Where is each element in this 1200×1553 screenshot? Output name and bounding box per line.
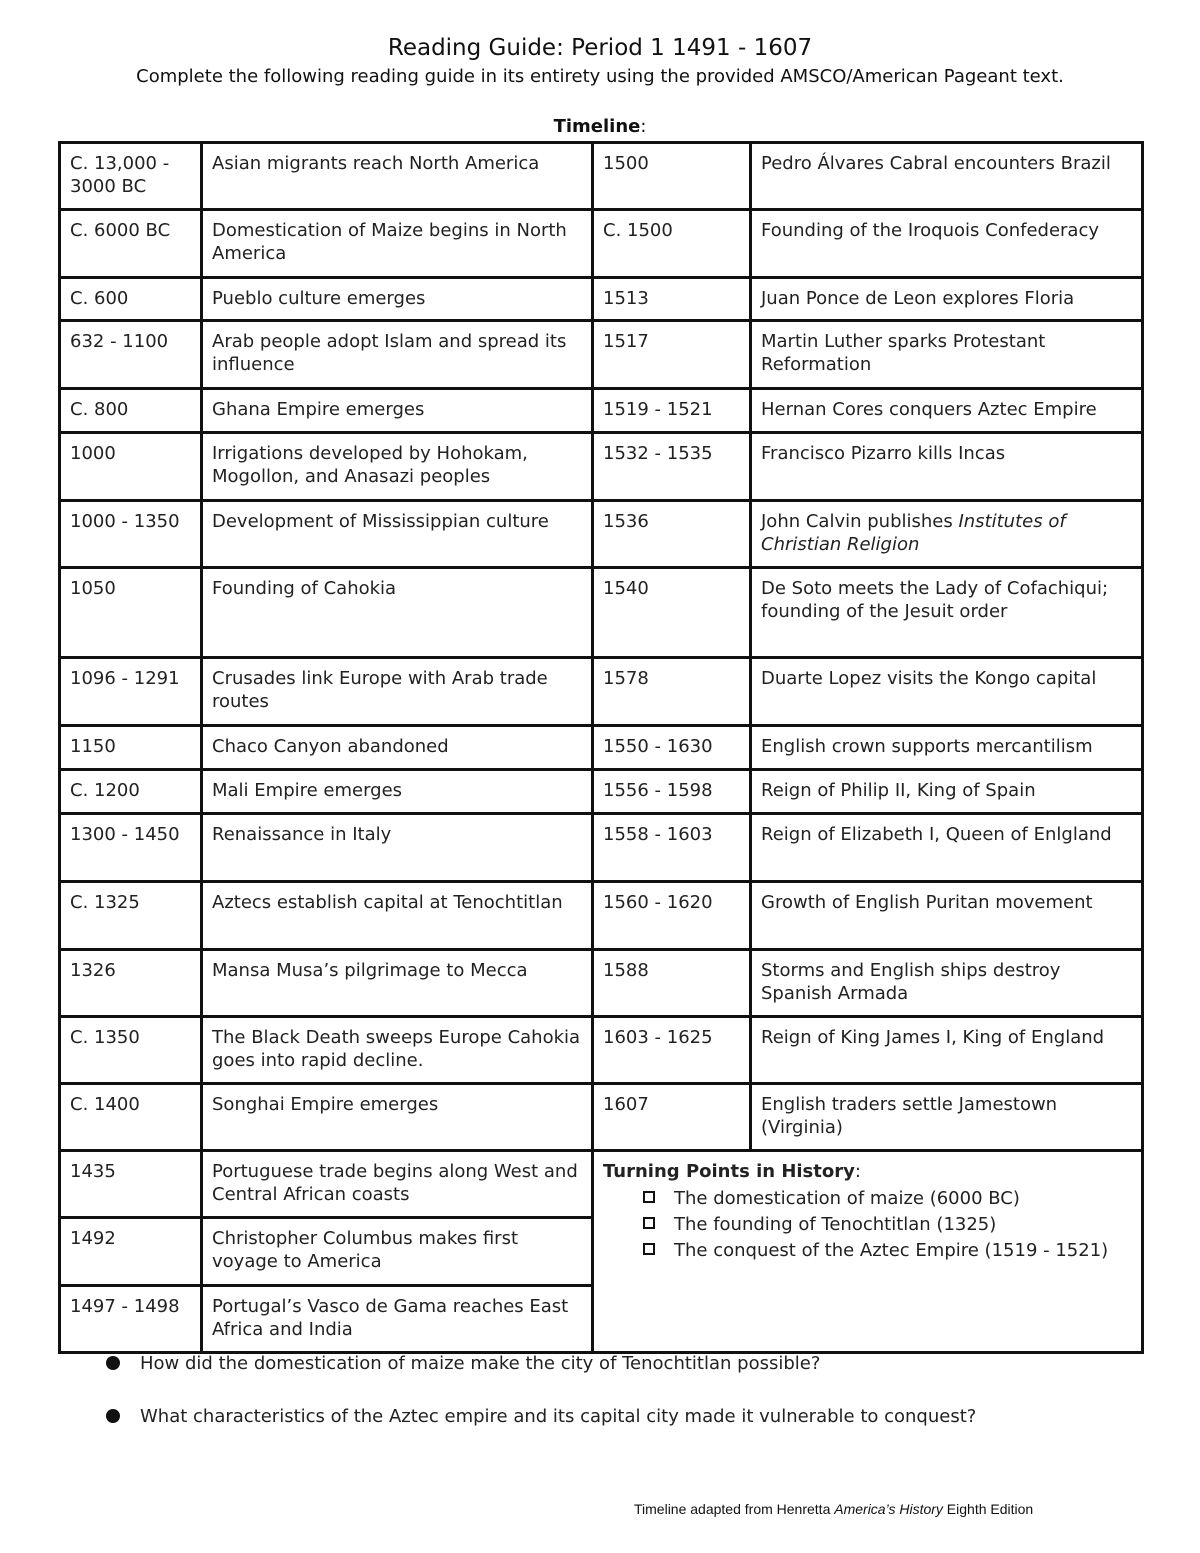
footer-edition: Eighth Edition [942, 1501, 1034, 1517]
event-date: 1492 [60, 1218, 202, 1286]
timeline-row [60, 770, 1143, 814]
question-2 [106, 1406, 976, 1427]
timeline-row [60, 950, 1143, 1017]
event-description: Juan Ponce de Leon explores Floria [751, 278, 1143, 321]
page-title: Reading Guide: Period 1 1491 - 1607 [387, 35, 813, 61]
event-date: 1578 [593, 658, 751, 726]
event-description: Songhai Empire emerges [202, 1084, 593, 1151]
event-date: C. 13,000 - 3000 BC [60, 143, 202, 210]
event-description: Martin Luther sparks Protestant Reformation [751, 321, 1143, 389]
event-description: English crown supports mercantilism [751, 726, 1143, 770]
event-description: De Soto meets the Lady of Cofachiqui; founding of the Jesuit order [751, 568, 1143, 658]
question-text: How did the domestication of maize make the city of Tenochtitlan possible? [140, 1353, 821, 1374]
event-date: 1513 [593, 278, 751, 321]
event-description: Hernan Cores conquers Aztec Empire [751, 389, 1143, 433]
question-text: What characteristics of the Aztec empire and its capital city made it vulnerable to conquest? [140, 1406, 977, 1427]
event-description: Crusades link Europe with Arab trade routes [202, 658, 593, 726]
event-description: Asian migrants reach North America [202, 143, 593, 210]
event-description: Portugal’s Vasco de Gama reaches East Africa and India [202, 1286, 593, 1353]
event-date: 1588 [593, 950, 751, 1017]
event-date: 1150 [60, 726, 202, 770]
event-description: Domestication of Maize begins in North America [202, 210, 593, 278]
timeline-row [60, 1017, 1143, 1084]
event-description: Ghana Empire emerges [202, 389, 593, 433]
event-date: 1558 - 1603 [593, 814, 751, 882]
turning-points-colon: : [854, 1161, 861, 1182]
timeline-row [60, 143, 1143, 210]
event-description: Mansa Musa’s pilgrimage to Mecca [202, 950, 593, 1017]
event-description: Renaissance in Italy [202, 814, 593, 882]
checkbox-icon [643, 1191, 655, 1203]
event-date: C. 1200 [60, 770, 202, 814]
event-description: Founding of Cahokia [202, 568, 593, 658]
book-title: Institutes of Christian Religion [761, 511, 1066, 555]
event-description: Reign of Elizabeth I, Queen of Enlgland [751, 814, 1143, 882]
event-description [751, 501, 1143, 568]
event-description: Mali Empire emerges [202, 770, 593, 814]
event-date: 1536 [593, 501, 751, 568]
instructions: Complete the following reading guide in its entirety using the provided AMSCO/American Pageant text. [136, 66, 1064, 87]
timeline-row [60, 1084, 1143, 1151]
event-date: C. 1325 [60, 882, 202, 950]
question-1 [106, 1353, 820, 1374]
checkbox-icon [643, 1217, 655, 1229]
event-description: Reign of King James I, King of England [751, 1017, 1143, 1084]
event-description: Chaco Canyon abandoned [202, 726, 593, 770]
footer-text: Timeline adapted from Henretta [634, 1501, 835, 1517]
event-date: 1096 - 1291 [60, 658, 202, 726]
event-date: 1000 [60, 433, 202, 501]
event-date: 1603 - 1625 [593, 1017, 751, 1084]
turning-points-heading [603, 1160, 1132, 1184]
turning-point-text: The conquest of the Aztec Empire (1519 - 1521) [674, 1240, 1109, 1261]
turning-point-item [603, 1238, 1132, 1264]
timeline-row [60, 278, 1143, 321]
turning-point-item [603, 1212, 1132, 1238]
event-description: Arab people adopt Islam and spread its influence [202, 321, 593, 389]
event-description: Francisco Pizarro kills Incas [751, 433, 1143, 501]
event-description: Duarte Lopez visits the Kongo capital [751, 658, 1143, 726]
turning-point-item [603, 1186, 1132, 1212]
event-date: 1326 [60, 950, 202, 1017]
event-date: 1050 [60, 568, 202, 658]
timeline-row [60, 389, 1143, 433]
event-description: Development of Mississippian culture [202, 501, 593, 568]
footer-citation [634, 1501, 1033, 1517]
event-description: The Black Death sweeps Europe Cahokia goes into rapid decline. [202, 1017, 593, 1084]
event-description: Reign of Philip II, King of Spain [751, 770, 1143, 814]
turning-points-list [603, 1186, 1132, 1264]
timeline-row [60, 814, 1143, 882]
event-date: 1607 [593, 1084, 751, 1151]
event-date: 1497 - 1498 [60, 1286, 202, 1353]
event-date: 1532 - 1535 [593, 433, 751, 501]
event-description: Pedro Álvares Cabral encounters Brazil [751, 143, 1143, 210]
timeline-label: Timeline [553, 116, 641, 137]
event-date: C. 1350 [60, 1017, 202, 1084]
event-date: 1300 - 1450 [60, 814, 202, 882]
turning-points-box [593, 1151, 1143, 1353]
event-description: Storms and English ships destroy Spanish Armada [751, 950, 1143, 1017]
timeline-row [60, 501, 1143, 568]
event-date: 1000 - 1350 [60, 501, 202, 568]
timeline-row [60, 882, 1143, 950]
event-date: C. 800 [60, 389, 202, 433]
event-description: Aztecs establish capital at Tenochtitlan [202, 882, 593, 950]
event-date: C. 1400 [60, 1084, 202, 1151]
event-text: John Calvin publishes [761, 511, 959, 532]
timeline-heading [0, 116, 1200, 137]
turning-point-text: The founding of Tenochtitlan (1325) [674, 1214, 997, 1235]
event-description: Christopher Columbus makes first voyage to America [202, 1218, 593, 1286]
event-date: 632 - 1100 [60, 321, 202, 389]
bullet-icon [106, 1409, 120, 1423]
event-date: C. 1500 [593, 210, 751, 278]
timeline-row [60, 433, 1143, 501]
event-date: 1556 - 1598 [593, 770, 751, 814]
event-description: Irrigations developed by Hohokam, Mogollon, and Anasazi peoples [202, 433, 593, 501]
event-description: Pueblo culture emerges [202, 278, 593, 321]
event-date: 1517 [593, 321, 751, 389]
timeline-row [60, 321, 1143, 389]
event-date: 1540 [593, 568, 751, 658]
timeline-row [60, 1151, 1143, 1218]
timeline-row [60, 658, 1143, 726]
event-date: 1560 - 1620 [593, 882, 751, 950]
event-description: Founding of the Iroquois Confederacy [751, 210, 1143, 278]
footer-book-title: America’s History [834, 1501, 943, 1517]
turning-point-text: The domestication of maize (6000 BC) [674, 1188, 1020, 1209]
timeline-table [58, 141, 1144, 1354]
turning-points-label: Turning Points in History [603, 1161, 855, 1182]
event-date: 1435 [60, 1151, 202, 1218]
event-date: C. 600 [60, 278, 202, 321]
event-date: C. 6000 BC [60, 210, 202, 278]
checkbox-icon [643, 1243, 655, 1255]
event-date: 1550 - 1630 [593, 726, 751, 770]
timeline-row [60, 726, 1143, 770]
event-date: 1519 - 1521 [593, 389, 751, 433]
event-description: English traders settle Jamestown (Virginia) [751, 1084, 1143, 1151]
event-description: Growth of English Puritan movement [751, 882, 1143, 950]
bullet-icon [106, 1356, 120, 1370]
timeline-row [60, 568, 1143, 658]
timeline-row [60, 210, 1143, 278]
timeline-colon: : [640, 116, 647, 137]
event-description: Portuguese trade begins along West and Central African coasts [202, 1151, 593, 1218]
event-date: 1500 [593, 143, 751, 210]
